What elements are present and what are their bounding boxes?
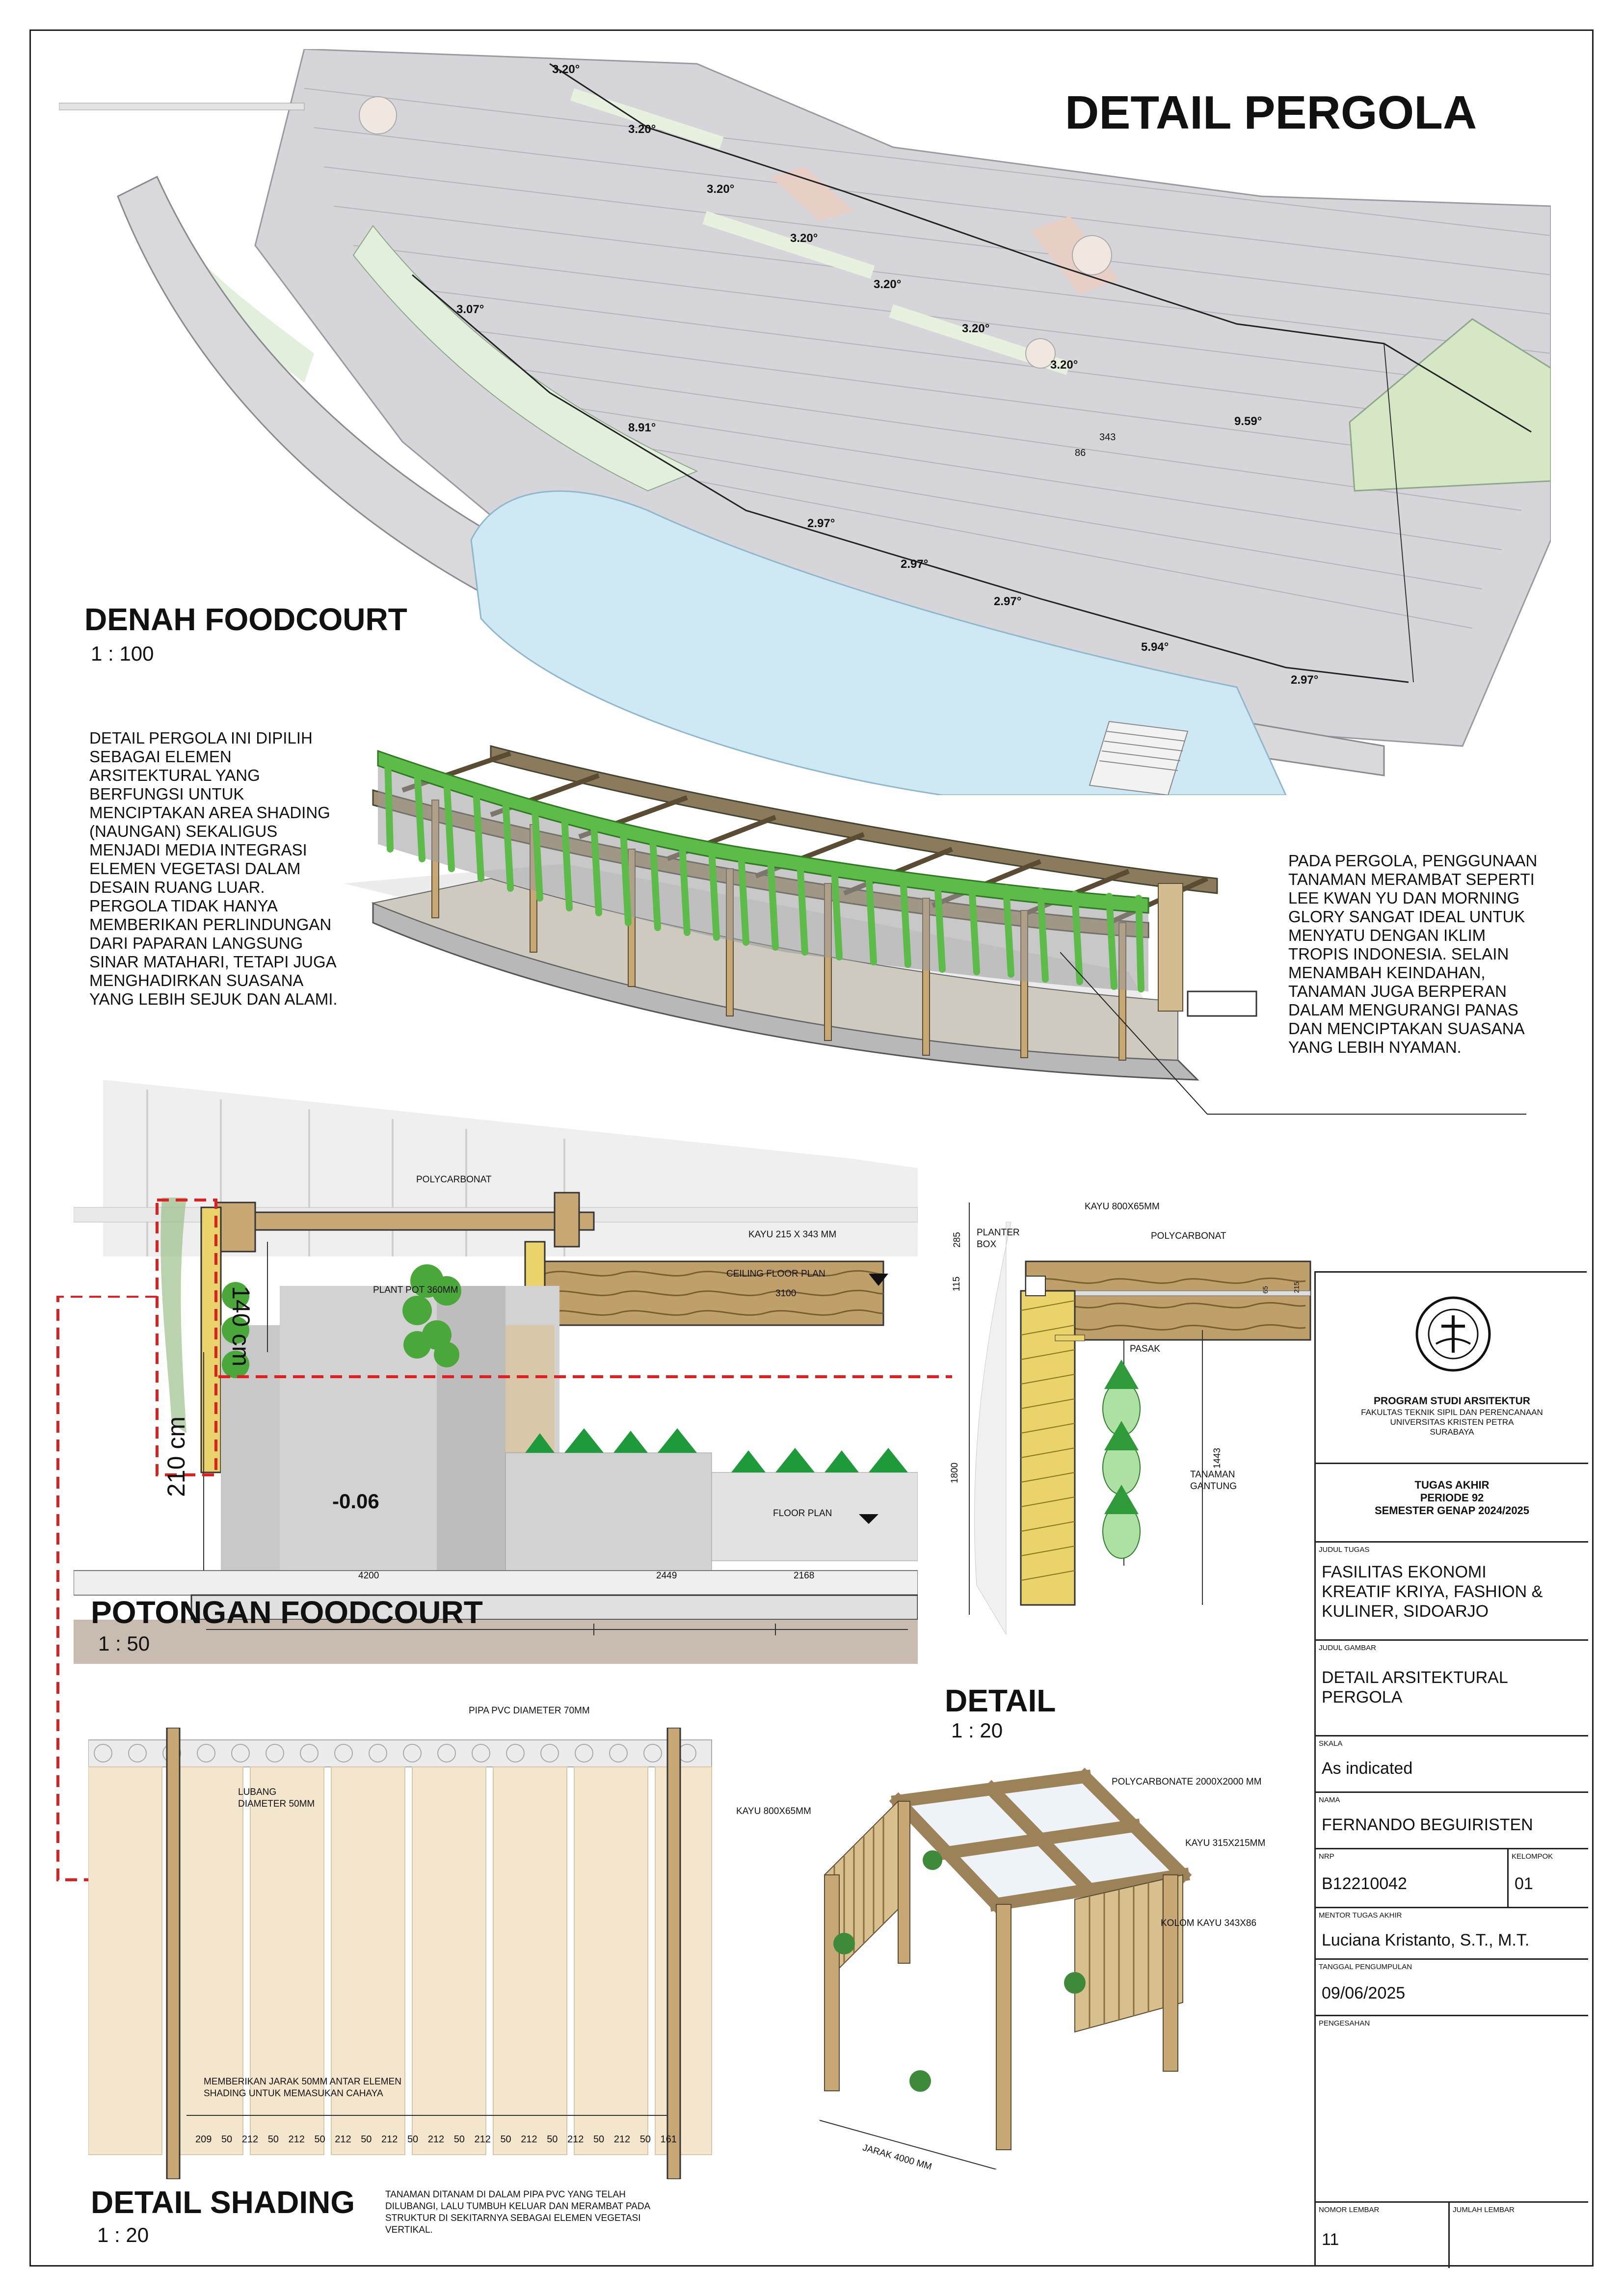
tb-nrp-label: NRP <box>1319 1852 1334 1861</box>
section-label-ceiling: CEILING FLOOR PLAN <box>726 1269 825 1279</box>
tb-kelompok: 01 <box>1515 1874 1533 1893</box>
iso-label-polycarbonate: POLYCARBONATE 2000X2000 MM <box>1112 1777 1262 1787</box>
title-block-skala <box>1316 1736 1588 1793</box>
detail-label-polycarbonat: POLYCARBONAT <box>1151 1231 1226 1241</box>
plan-dim: 9.59° <box>1234 415 1262 428</box>
tb-periode: PERIODE 92 <box>1420 1492 1484 1504</box>
tb-nomor-label: NOMOR LEMBAR <box>1319 2206 1380 2214</box>
tb-nomor: 11 <box>1322 2230 1339 2249</box>
tb-kelompok-label: KELOMPOK <box>1512 1852 1553 1861</box>
sheet-title: DETAIL PERGOLA <box>1065 86 1477 139</box>
section-dim: 4200 <box>358 1571 379 1581</box>
tb-university: UNIVERSITAS KRISTEN PETRA <box>1390 1417 1514 1427</box>
detail-dim-1800: 1800 <box>950 1462 960 1484</box>
tb-mentor-label: MENTOR TUGAS AKHIR <box>1319 1911 1402 1920</box>
tb-tanggal: 09/06/2025 <box>1322 1984 1406 2002</box>
plan-dim-small: 343 <box>1099 432 1116 443</box>
section-label-ceiling-value: 3100 <box>775 1288 797 1299</box>
title-block-nama <box>1316 1793 1588 1849</box>
tb-skala-label: SKALA <box>1319 1739 1343 1748</box>
detail-scale: 1 : 20 <box>951 1719 1003 1742</box>
plan-dim: 3.20° <box>962 322 990 335</box>
detail-label-planter: PLANTER BOX <box>977 1228 1020 1250</box>
tb-judul-tugas: FASILITAS EKONOMI KREATIF KRIYA, FASHION & KULINER, SIDOARJO <box>1322 1563 1543 1621</box>
section-height-210: 210 cm <box>162 1416 190 1497</box>
title-block-sheet-number <box>1316 2203 1588 2268</box>
tb-skala: As indicated <box>1322 1759 1413 1778</box>
plant-text: PADA PERGOLA, PENGGUNAAN TANAMAN MERAMBAT SEPERTI LEE KWAN YU DAN MORNING GLORY SANGAT IDEAL UNTUK MENYATU DENGAN IKLIM TROPIS INDONESIA. SELAIN MENAMBAH KEINDAHAN, TANAMAN JUGA BERPERAN DALAM MENGURANGI PANAS DAN MENCIPTAKAN SUASANA YANG LEBIH NYAMAN. <box>1288 852 1538 1056</box>
title-block <box>1314 1271 1587 2267</box>
plan-dim: 3.07° <box>456 303 484 316</box>
detail-drawing <box>947 1193 1315 1664</box>
tb-faculty: FAKULTAS TEKNIK SIPIL DAN PERENCANAAN <box>1361 1408 1543 1417</box>
detail-label-pasak: PASAK <box>1130 1344 1160 1354</box>
title-block-tanggal <box>1316 1960 1588 2016</box>
detail-dim-1443: 1443 <box>1212 1447 1223 1469</box>
detail-dim-215: 215 <box>1292 1281 1301 1293</box>
section-scale: 1 : 50 <box>98 1632 150 1655</box>
section-label-kayu: KAYU 215 X 343 MM <box>748 1229 837 1240</box>
plan-dim: 8.91° <box>628 421 656 434</box>
shading-title: DETAIL SHADING <box>91 2185 355 2220</box>
intro-text: DETAIL PERGOLA INI DIPILIH SEBAGAI ELEMEN ARSITEKTURAL YANG BERFUNGSI UNTUK MENCIPTAKAN AREA SHADING (NAUNGAN) SEKALIGUS MENJADI MEDIA INTEGRASI ELEMEN VEGETASI DALAM DESAIN RUANG LUAR. PERGOLA TIDAK HANYA MEMBERIKAN PERLINDUNGAN DARI PAPARAN LANGSUNG SINAR MATAHARI, TETAPI JUGA MENGHADIRKAN SUASANA YANG LEBIH SEJUK DAN ALAMI. <box>89 729 338 1008</box>
plan-dim: 3.20° <box>874 278 902 291</box>
plan-dim: 3.20° <box>707 183 735 196</box>
plan-title: DENAH FOODCOURT <box>84 602 407 637</box>
plan-dim-small: 86 <box>1075 448 1086 458</box>
tb-jumlah-label: JUMLAH LEMBAR <box>1453 2206 1515 2214</box>
title-block-period <box>1316 1464 1588 1543</box>
tb-nama: FERNANDO BEGUIRISTEN <box>1322 1815 1533 1834</box>
detail-label-kayu: KAYU 800X65MM <box>1085 1201 1160 1212</box>
section-height-140: 140 cm <box>227 1286 255 1366</box>
shading-drawing <box>88 1728 717 2179</box>
iso-label-jarak: JARAK 4000 MM <box>861 2142 933 2172</box>
leader-line <box>1060 947 1551 1119</box>
title-block-nrp <box>1316 1849 1588 1908</box>
section-title: POTONGAN FOODCOURT <box>91 1595 483 1630</box>
tb-jumlah-cell <box>1448 2203 1590 2268</box>
section-label-floor: FLOOR PLAN <box>773 1508 832 1519</box>
section-label-plant-pot: PLANT POT 360MM <box>373 1285 458 1295</box>
tb-tanggal-label: TANGGAL PENGUMPULAN <box>1319 1963 1412 1971</box>
plan-dim: 5.94° <box>1141 641 1169 654</box>
title-block-judul-gambar <box>1316 1641 1588 1736</box>
tb-nama-label: NAMA <box>1319 1796 1340 1804</box>
shading-dims: 209 50 212 50 212 50 212 50 212 50 212 50 212 50 212 50 212 50 212 50 161 <box>195 2134 677 2145</box>
plan-dim: 3.20° <box>1050 358 1078 372</box>
tb-nrp: B12210042 <box>1322 1874 1407 1893</box>
title-block-header <box>1316 1273 1588 1464</box>
plan-scale: 1 : 100 <box>91 642 154 665</box>
tb-tugas-akhir: TUGAS AKHIR <box>1414 1479 1490 1491</box>
section-label-polycarbonat: POLYCARBONAT <box>416 1175 492 1185</box>
tb-kelompok-cell <box>1507 1849 1590 1907</box>
plan-dim: 2.97° <box>994 595 1022 608</box>
detail-dim-115: 115 <box>952 1276 962 1292</box>
tb-mentor: Luciana Kristanto, S.T., M.T. <box>1322 1931 1530 1949</box>
section-dim: 2449 <box>656 1571 677 1581</box>
tb-semester: SEMESTER GENAP 2024/2025 <box>1374 1504 1530 1517</box>
title-block-pengesahan <box>1316 2016 1588 2203</box>
section-dim: 2168 <box>794 1571 815 1581</box>
iso-label-kayu-top: KAYU 800X65MM <box>736 1806 811 1816</box>
detail-dim-285: 285 <box>952 1232 962 1248</box>
shading-gap-note: MEMBERIKAN JARAK 50MM ANTAR ELEMEN SHADING UNTUK MEMASUKAN CAHAYA <box>204 2077 401 2099</box>
plan-dim: 3.20° <box>790 232 818 245</box>
site-plan-drawing <box>59 49 1551 795</box>
shading-caption: TANAMAN DITANAM DI DALAM PIPA PVC YANG TELAH DILUBANGI, LALU TUMBUH KELUAR DAN MERAMBAT PADA STRUKTUR DI SEKITARNYA SEBAGAI ELEMEN VEGETASI VERTIKAL. <box>385 2189 651 2235</box>
iso-label-kayu-side: KAYU 315X215MM <box>1185 1838 1266 1848</box>
detail-title: DETAIL <box>945 1683 1056 1718</box>
detail-label-tanaman: TANAMAN GANTUNG <box>1190 1469 1237 1492</box>
title-block-judul-tugas <box>1316 1543 1588 1641</box>
tb-judul-gambar-label: JUDUL GAMBAR <box>1319 1644 1376 1652</box>
detail-dim-65: 65 <box>1261 1286 1269 1294</box>
plan-dim: 2.97° <box>1291 673 1319 687</box>
title-block-mentor <box>1316 1908 1588 1960</box>
pergola-isometric <box>780 1747 1271 2169</box>
tb-judul-gambar: DETAIL ARSITEKTURAL PERGOLA <box>1322 1668 1508 1707</box>
tb-program: PROGRAM STUDI ARSITEKTUR <box>1374 1395 1530 1407</box>
tb-city: SURABAYA <box>1430 1427 1474 1437</box>
iso-label-kolom: KOLOM KAYU 343X86 <box>1161 1918 1257 1928</box>
tb-pengesahan-label: PENGESAHAN <box>1319 2019 1370 2028</box>
plan-dim: 2.97° <box>807 517 835 530</box>
shading-label-hole: LUBANG DIAMETER 50MM <box>238 1787 315 1809</box>
section-level: -0.06 <box>332 1490 379 1513</box>
plan-dim: 2.97° <box>901 558 929 571</box>
shading-label-pipe: PIPA PVC DIAMETER 70MM <box>469 1706 590 1716</box>
shading-scale: 1 : 20 <box>97 2223 149 2246</box>
plan-dim: 3.20° <box>552 63 580 76</box>
university-seal-icon <box>1414 1295 1492 1373</box>
plan-dim: 3.20° <box>628 123 656 136</box>
tb-judul-tugas-label: JUDUL TUGAS <box>1319 1546 1370 1554</box>
